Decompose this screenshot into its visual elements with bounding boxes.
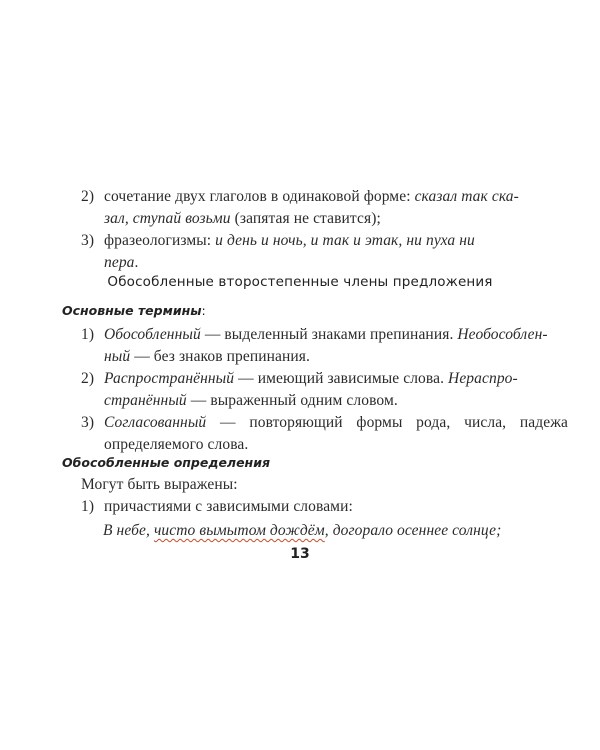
list-item-text: фразеологизмы: и день и ночь, и так и этак, ни пуха ни пера. <box>104 232 475 271</box>
term-item <box>81 412 568 456</box>
list-item-text: сочетание двух глаголов в одинаковой форме: сказал так ска- зал, ступай возьми (запятая не ставится); <box>104 188 519 227</box>
section-title: Обособленные второстепенные члены предложения <box>107 274 493 290</box>
term-text: Обособленный — выделенный знаками препинания. Необособлен- ный — без знаков препинания. <box>104 326 548 365</box>
term-text: Согласованный — повторяющий формы рода, числа, падежа определяемого слова. <box>104 414 568 453</box>
list-number: 1) <box>81 326 95 343</box>
term-text: Распространённый — имеющий зависимые слова. Нераспро- странённый — выраженный одним словом. <box>104 370 518 409</box>
list-number: 3) <box>81 414 95 431</box>
list-item-text: причастиями с зависимыми словами: <box>104 498 353 515</box>
term-item <box>81 324 568 368</box>
subheading-definitions: Обособленные определения <box>62 455 270 470</box>
list-number: 2) <box>81 188 95 205</box>
list-number: 3) <box>81 232 95 249</box>
intro-text: Могут быть выражены: <box>81 476 238 493</box>
underlined-phrase: чисто вымытом дождём <box>153 522 325 539</box>
term-item <box>81 368 568 412</box>
list-item <box>81 230 568 274</box>
page-number: 13 <box>290 546 310 562</box>
list-item <box>81 186 568 230</box>
subheading-terms: Основные термины: <box>62 303 206 318</box>
list-number: 2) <box>81 370 95 387</box>
list-item <box>81 496 568 518</box>
example-sentence: В небе, чисто вымытом дождём, догорало осеннее солнце; <box>103 522 502 539</box>
list-number: 1) <box>81 498 95 515</box>
